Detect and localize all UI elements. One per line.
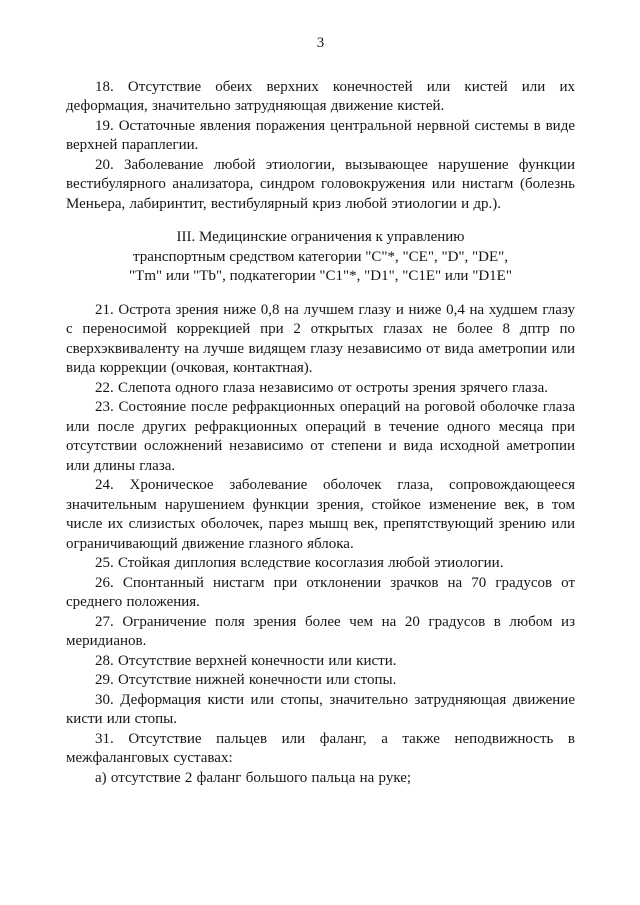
paragraph-18: 18. Отсутствие обеих верхних конечностей или кистей или их деформация, значительно затрудняющая движение кистей. [66, 78, 575, 114]
paragraph-29: 29. Отсутствие нижней конечности или стопы. [95, 672, 397, 688]
paragraph-31-subitem-a: а) отсутствие 2 фаланг большого пальца на руке; [95, 769, 412, 786]
paragraph-30: 30. Деформация кисти или стопы, значительно затрудняющая движение кисти или стопы. [66, 691, 575, 727]
paragraph-28: 28. Отсутствие верхней конечности или кисти. [95, 652, 397, 669]
paragraph-21: 21. Острота зрения ниже 0,8 на лучшем глазу и ниже 0,4 на худшем глазу с переносимой коррекцией при 2 открытых глазах не более 8 дптр по сверхэквиваленту на лучше видящем глазу независимо от вида аметропии или вида коррекции (очковая, контактная). [66, 301, 575, 376]
paragraph-23: 23. Состояние после рефракционных операций на роговой оболочке глаза или после других рефракционных операций в течение одного месяца при отсутствии осложнений независимо от степени и вида исходной аметропии или длины глаза. [66, 399, 575, 474]
section-iii-heading-line-3: "Tm" или "Tb", подкатегории "C1"*, "D1", "C1E" или "D1E" [129, 268, 512, 284]
paragraph-24: 24. Хроническое заболевание оболочек глаза, сопровождающееся значительным нарушением функции зрения, стойкое изменение век, в том числе их слизистых оболочек, парез мышц век, препятствующий зрению или ограничивающий движение глазного яблока. [66, 477, 575, 552]
paragraph-31: 31. Отсутствие пальцев или фаланг, а также неподвижность в межфаланговых суставах: [66, 730, 575, 766]
section-iii-heading-line-2: транспортным средством категории "C"*, "CE", "D", "DE", [132, 248, 509, 265]
paragraph-27: 27. Ограничение поля зрения более чем на 20 градусов в любом из меридианов. [66, 613, 575, 649]
paragraph-19: 19. Остаточные явления поражения центральной нервной системы в виде верхней параплегии. [66, 117, 575, 153]
paragraph-25: 25. Стойкая диплопия вследствие косоглазия любой этиологии. [95, 555, 504, 571]
section-iii-heading [66, 228, 575, 287]
section-iii-heading-line-1: III. Медицинские ограничения к управлению [176, 229, 465, 245]
paragraph-26: 26. Спонтанный нистагм при отклонении зрачков на 70 градусов от среднего положения. [66, 574, 575, 610]
page-number: 3 [316, 35, 325, 51]
paragraph-20: 20. Заболевание любой этиологии, вызывающее нарушение функции вестибулярного анализатора, синдром головокружения или нистагм (болезнь Меньера, лабиринтит, вестибулярный криз любой этиологии и др.). [66, 156, 575, 212]
paragraph-22: 22. Слепота одного глаза независимо от остроты зрения зрячего глаза. [95, 379, 549, 396]
